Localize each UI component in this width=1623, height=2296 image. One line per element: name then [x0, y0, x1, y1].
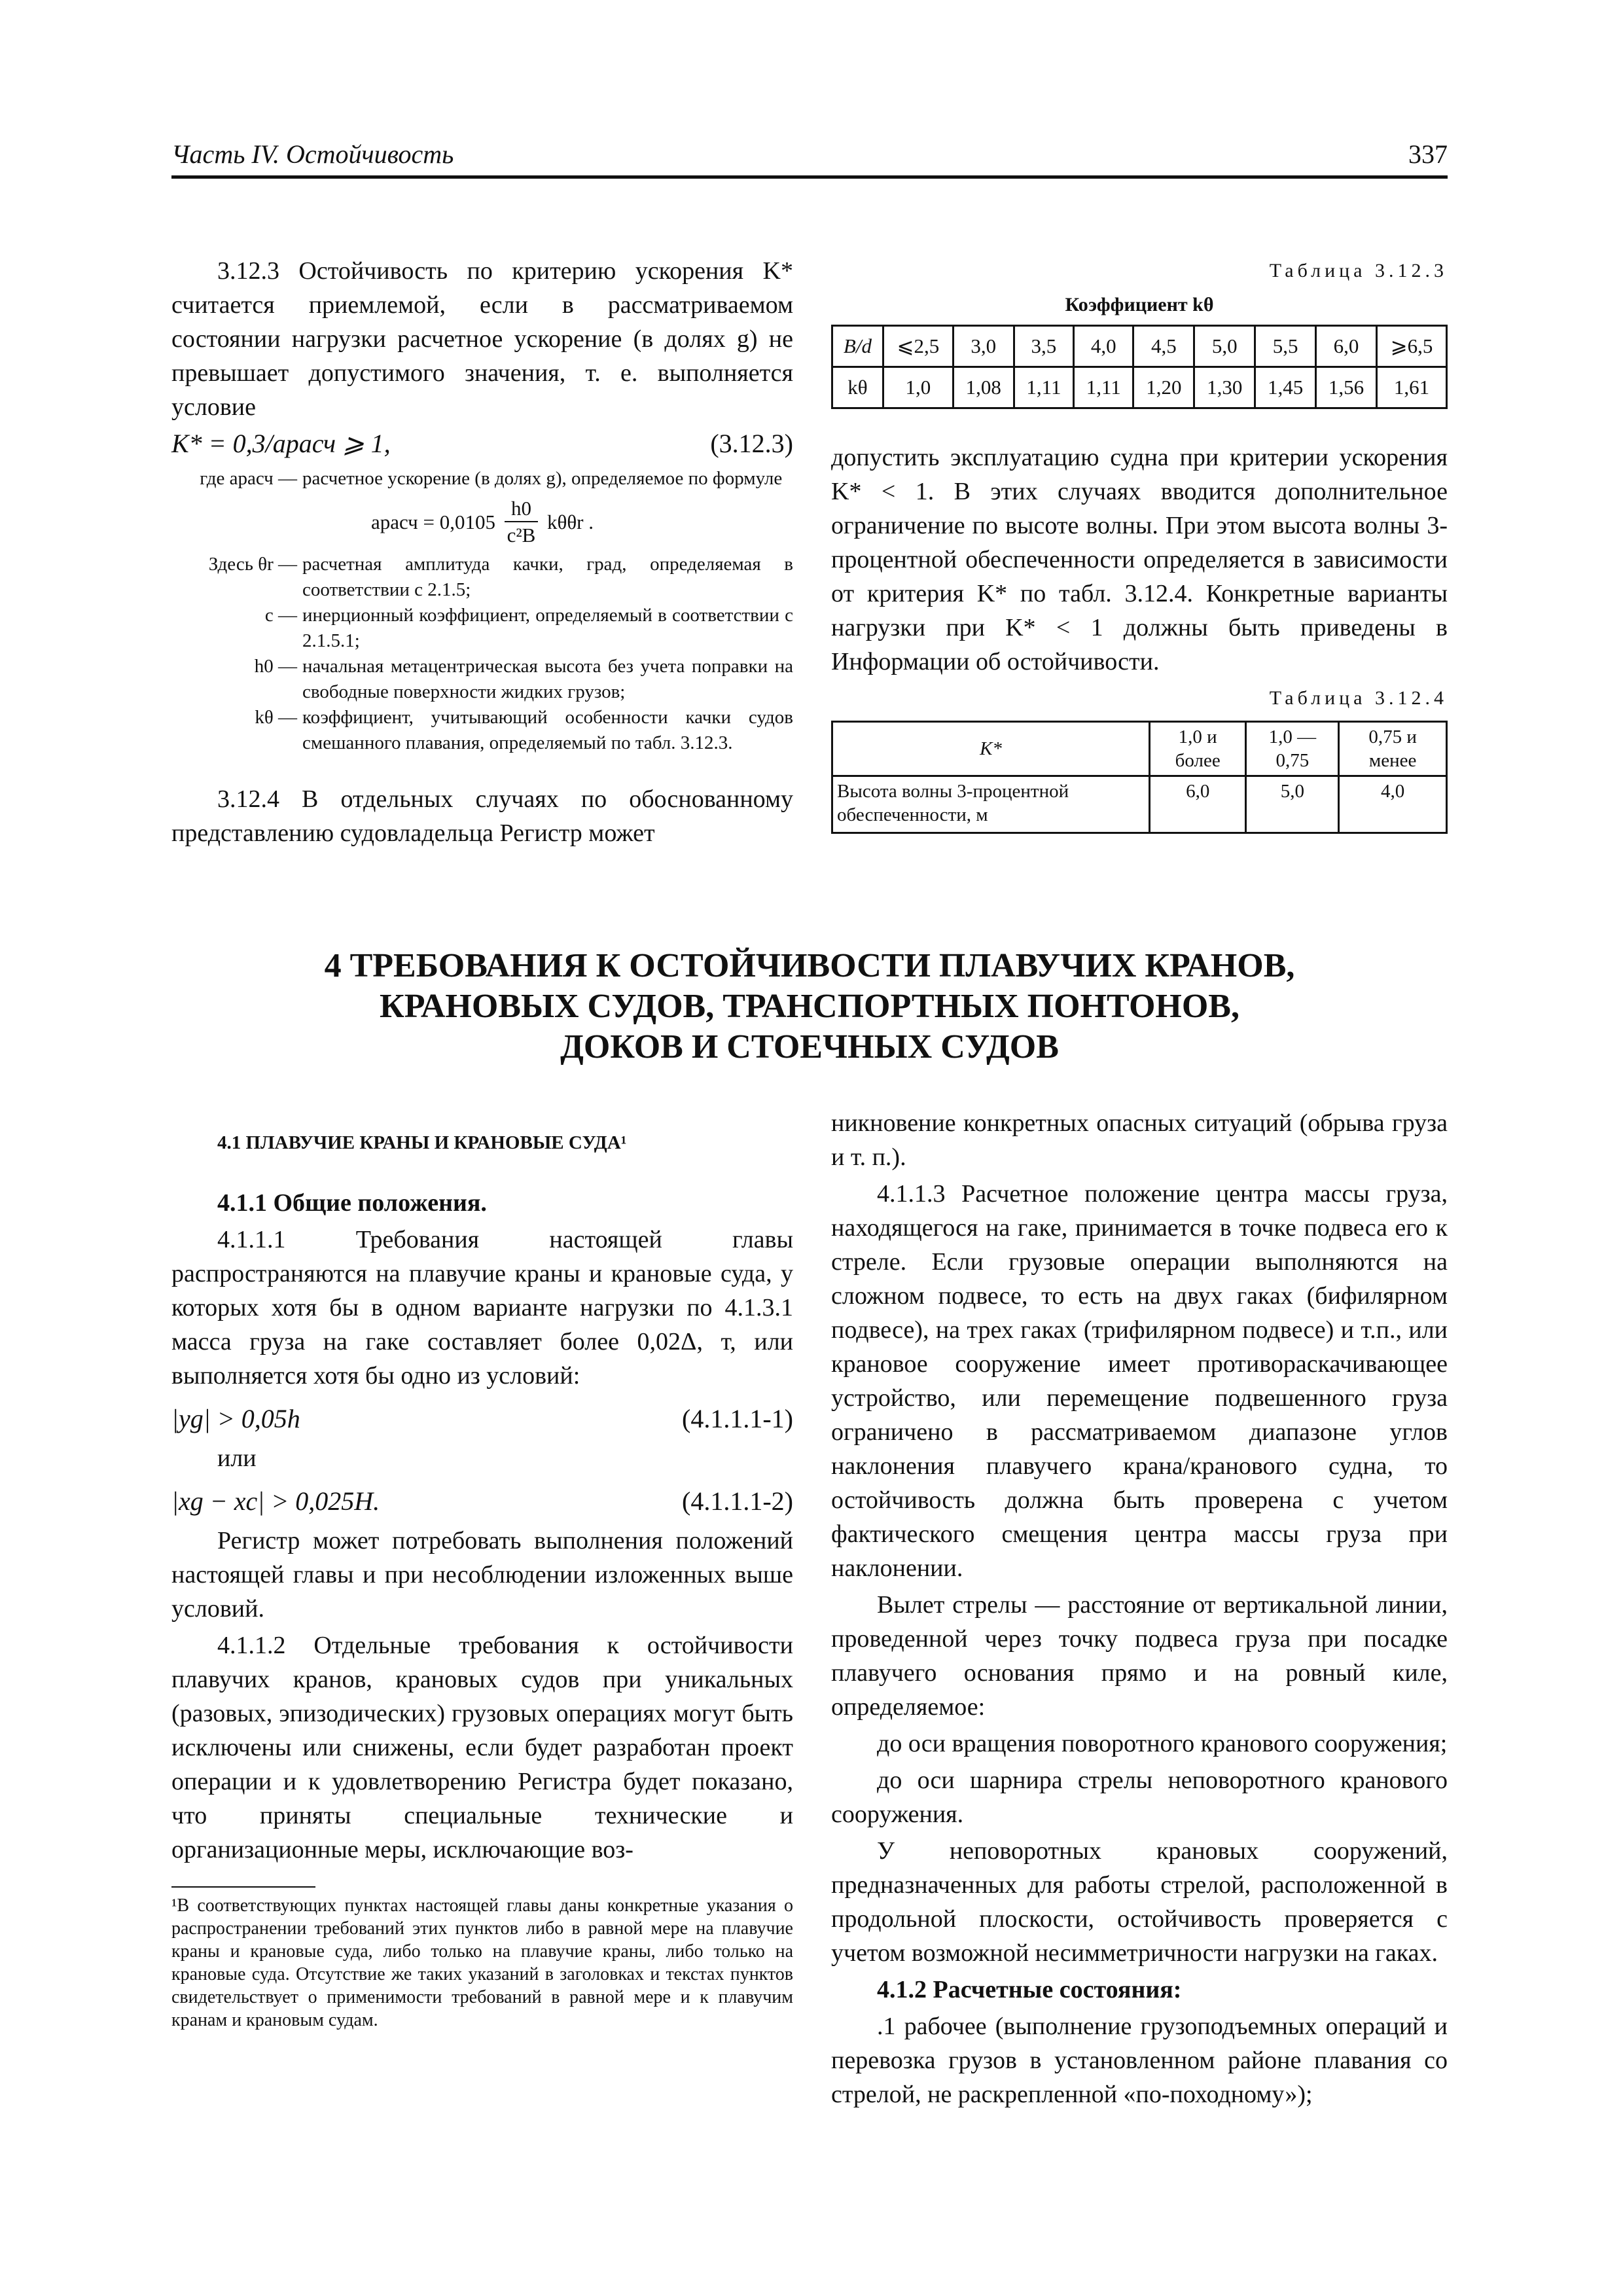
definitions-block [171, 466, 793, 756]
formula-3-12-3 [171, 427, 793, 466]
definition-text: начальная метацентрическая высота без учета поправки на свободные поверхности жидких грузов; [302, 656, 793, 702]
fraction [505, 495, 538, 548]
section-title-line: КРАНОВЫХ СУДОВ, ТРАНСПОРТНЫХ ПОНТОНОВ, [380, 988, 1240, 1025]
paragraph-register: Регистр может потребовать выполнения положений настоящей главы и при несоблюдении изложенных выше условий. [171, 1527, 793, 1623]
table-cell: 1,0 — 0,75 [1246, 722, 1339, 776]
conjunction-or: или [217, 1444, 257, 1472]
page-number: 337 [1408, 139, 1448, 169]
table-cell: 4,0 [1074, 326, 1133, 367]
left-column-top [171, 254, 793, 853]
table-row [832, 326, 1447, 367]
table-cell: 1,30 [1194, 367, 1255, 408]
definition-symbol: h0 — [254, 656, 297, 677]
formula-number: (3.12.3) [710, 429, 793, 458]
header-rule [171, 175, 1448, 179]
table-3-12-3 [831, 325, 1448, 409]
table-cell: K* [832, 722, 1150, 776]
section-title-line: 4 ТРЕБОВАНИЯ К ОСТОЙЧИВОСТИ ПЛАВУЧИХ КРАНОВ, [324, 947, 1295, 984]
heading-4-1-2: 4.1.2 Расчетные состояния: [877, 1976, 1182, 2003]
definition-text: расчетное ускорение (в долях g), определяемое по формуле [302, 468, 783, 489]
paragraph-item: до оси шарнира стрелы неповоротного кранового сооружения. [831, 1767, 1448, 1828]
heading-4-1-1: 4.1.1 Общие положения. [217, 1189, 487, 1217]
table-caption-3-12-4: Таблица 3.12.4 [1269, 687, 1448, 709]
right-column-bottom [831, 1106, 1448, 2114]
definition-symbol: где aрасч — [200, 468, 297, 489]
table-cell: 1,20 [1133, 367, 1194, 408]
definition-row [171, 466, 793, 492]
running-header [171, 139, 1448, 171]
table-cell: ⩽2,5 [883, 326, 953, 367]
acceleration-formula [171, 495, 793, 548]
table-cell: 1,56 [1316, 367, 1377, 408]
formula-4-1-1-1-2 [171, 1484, 793, 1524]
table-cell: 1,11 [1014, 367, 1073, 408]
table-row [832, 722, 1447, 776]
table-cell: 1,0 и более [1150, 722, 1246, 776]
paragraph-4-1-1-2: 4.1.1.2 Отдельные требования к остойчивости плавучих кранов, крановых судов при уникальных (разовых, эпизодических) грузовых операциях могут быть исключены или снижены, если будет разработан проект операции и к удовлетворению Регистра будет показано, что приняты специальные технические и организационные меры, исключающие воз- [171, 1632, 793, 1863]
table-cell: 5,5 [1255, 326, 1316, 367]
footnote-rule [171, 1886, 315, 1888]
formula-number: (4.1.1.1-2) [682, 1486, 793, 1516]
table-subtitle: Коэффициент kθ [1065, 294, 1214, 315]
table-row [832, 776, 1447, 833]
table-cell: ⩾6,5 [1377, 326, 1447, 367]
formula-4-1-1-1-1 [171, 1402, 793, 1441]
section-title-line: ДОКОВ И СТОЕЧНЫХ СУДОВ [560, 1028, 1059, 1066]
formula-number: (4.1.1.1-1) [682, 1404, 793, 1433]
definition-text: расчетная амплитуда качки, град, определяемая в соответствии с 2.1.5; [302, 554, 793, 600]
table-cell: 5,0 [1246, 776, 1339, 833]
table-cell: 1,45 [1255, 367, 1316, 408]
table-cell: 1,61 [1377, 367, 1447, 408]
fraction-numerator: h0 [505, 495, 538, 522]
table-cell: Высота волны 3-процентной обеспеченности, м [832, 776, 1150, 833]
definition-text: инерционный коэффициент, определяемый в соответствии с 2.1.5.1; [302, 605, 793, 651]
table-3-12-4 [831, 721, 1448, 834]
table-row [832, 367, 1447, 408]
formula-right: kθθr . [546, 510, 594, 533]
paragraph-3-12-4: 3.12.4 В отдельных случаях по обоснованному представлению судовладельца Регистр может [171, 785, 793, 847]
definition-row [171, 552, 793, 603]
section-title [171, 946, 1448, 1067]
paragraph-non-rotating: У неповоротных крановых сооружений, предназначенных для работы стрелой, расположенной в продольной плоскости, остойчивость проверяется с учетом возможной несимметричности нагрузки на гаках. [831, 1837, 1448, 1967]
formula-left: aрасч = 0,0105 [370, 510, 495, 533]
table-cell: 1,0 [883, 367, 953, 408]
paragraph-4-1-1-1: 4.1.1.1 Требования настоящей главы распространяются на плавучие краны и крановые суда, у которых хотя бы в одном варианте нагрузки по 4.1.3.1 масса груза на гаке составляет более 0,02Δ, т, или выполняется хотя бы одно из условий: [171, 1226, 793, 1390]
subsection-heading: 4.1 ПЛАВУЧИЕ КРАНЫ И КРАНОВЫЕ СУДА¹ [217, 1132, 627, 1153]
footnote: ¹В соответствующих пунктах настоящей главы даны конкретные указания о распространении требований этих пунктов либо в равной мере на плавучие краны и крановые суда, либо только на плавучие краны, либо только на крановые суда. Отсутствие же таких указаний в заголовках и текстах пунктов свидетельствует о применимости требований в равной мере и к плавучим кранам и крановым судам. [171, 1895, 793, 2030]
definition-symbol: kθ — [255, 707, 297, 728]
definition-text: коэффициент, учитывающий особенности качки судов смешанного плавания, определяемый по табл. 3.12.3. [302, 707, 793, 753]
right-column-top [831, 254, 1448, 834]
table-caption-3-12-3: Таблица 3.12.3 [1269, 260, 1448, 281]
table-cell: 1,11 [1074, 367, 1133, 408]
definition-row [171, 603, 793, 654]
paragraph-item-1: .1 рабочее (выполнение грузоподъемных операций и перевозка грузов в установленном районе плавания со стрелой, не раскрепленной «по-походному»); [831, 2013, 1448, 2108]
table-cell: 6,0 [1150, 776, 1246, 833]
table-cell: B/d [832, 326, 883, 367]
formula-text: |yg| > 0,05h [171, 1404, 300, 1433]
table-cell: 4,5 [1133, 326, 1194, 367]
fraction-denominator: c²B [507, 524, 536, 547]
paragraph-4-1-1-3: 4.1.1.3 Расчетное положение центра массы груза, находящегося на гаке, принимается в точке подвеса его к стреле. Если грузовые операции выполняются на сложном подвесе, то есть на двух гаках (бифилярном подвесе), на трех гаках (трифилярном подвесе) и т.п., или крановое сооружение имеет противораскачивающее устройство, или перемещение подвешенного груза ограничено в рассматриваемом диапазоне углов наклонения плавучего крана/кранового судна, то остойчивость должна быть проверена с учетом фактического смещения центра массы груза при наклонении. [831, 1180, 1448, 1582]
table-cell: 5,0 [1194, 326, 1255, 367]
paragraph-item: до оси вращения поворотного кранового сооружения; [877, 1730, 1448, 1757]
definition-symbol: Здесь θr — [208, 554, 297, 575]
table-cell: 6,0 [1316, 326, 1377, 367]
definition-row [171, 654, 793, 705]
table-cell: 3,0 [953, 326, 1014, 367]
table-cell: 4,0 [1339, 776, 1447, 833]
paragraph-continued: никновение конкретных опасных ситуаций (обрыва груза и т. п.). [831, 1109, 1448, 1171]
table-cell: 0,75 и менее [1339, 722, 1447, 776]
formula-text: K* = 0,3/aрасч ⩾ 1, [171, 429, 391, 458]
table-cell: kθ [832, 367, 883, 408]
left-column-bottom [171, 1126, 793, 2032]
definition-row [171, 705, 793, 756]
formula-text: |xg − xc| > 0,025H. [171, 1486, 380, 1516]
header-title: Часть IV. Остойчивость [171, 139, 454, 169]
table-cell: 3,5 [1014, 326, 1073, 367]
definition-symbol: c — [264, 605, 297, 626]
table-cell: 1,08 [953, 367, 1014, 408]
paragraph-continued: допустить эксплуатацию судна при критерии ускорения K* < 1. В этих случаях вводится дополнительное ограничение по высоте волны. При этом высота волны 3-процентной обеспеченности определяется в зависимости от критерия K* по табл. 3.12.4. Конкретные варианты нагрузки при K* < 1 должны быть приведены в Информации об остойчивости. [831, 444, 1448, 675]
paragraph-boom-reach: Вылет стрелы — расстояние от вертикальной линии, проведенной через точку подвеса груза при посадке плавучего основания прямо и на ровный киле, определяемое: [831, 1591, 1448, 1721]
paragraph-3-12-3: 3.12.3 Остойчивость по критерию ускорения K* считается приемлемой, если в рассматриваемом состоянии нагрузки расчетное ускорение (в долях g) не превышает допустимого значения, т. е. выполняется условие [171, 257, 793, 421]
